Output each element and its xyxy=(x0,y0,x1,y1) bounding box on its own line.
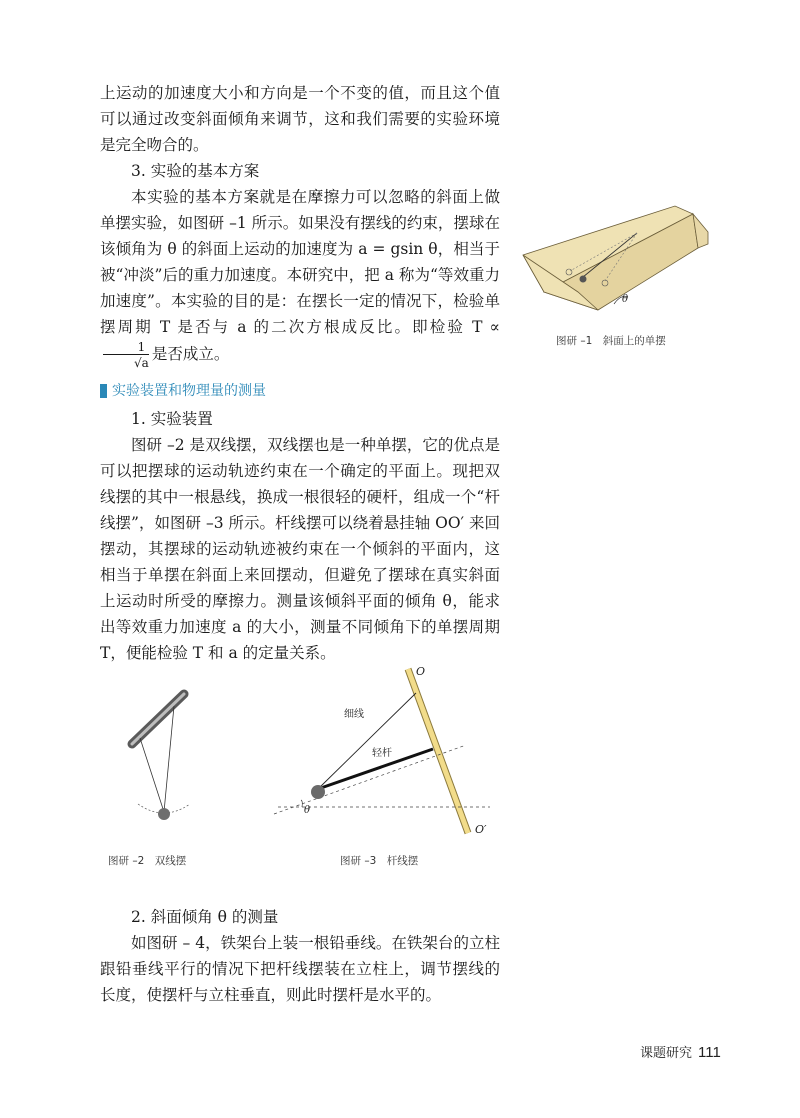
label-O-prime: O′ xyxy=(475,823,487,836)
paragraph-scheme-text: 本实验的基本方案就是在摩擦力可以忽略的斜面上做单摆实验，如图研 –1 所示。如果没有摆线的约束，摆球在该倾角为 θ 的斜面上运动的加速度为 a = gsin θ，相当于被“冲淡”后的重力加速度。本研究中，把 a 称为“等效重力加速度”。本实验的目的是：在摆长一定的情况下，检验单摆周期 T 是否与 a 的二次方根成反比。即检验 T ∝ xyxy=(100,188,500,336)
fine-string xyxy=(318,693,416,789)
label-fine-string: 细线 xyxy=(344,709,364,720)
paragraph-scheme xyxy=(100,184,500,370)
label-O: O xyxy=(416,665,426,678)
figure-bifilar-pendulum xyxy=(118,680,228,830)
string-left xyxy=(140,738,164,812)
angle-theta-label: θ xyxy=(622,294,629,305)
footer-label: 课题研究 xyxy=(640,1046,693,1061)
fraction-numerator: 1 xyxy=(103,340,149,355)
pendulum-ball xyxy=(311,785,325,799)
heading-basic-scheme: 3. 实验的基本方案 xyxy=(131,162,260,180)
paragraph-angle-measure: 如图研 – 4，铁架台上装一根铅垂线。在铁架台的立柱跟铅垂线平行的情况下把杆线摆装在立柱上，调节摆线的长度，使摆杆与立柱垂直，则此时摆杆是水平的。 xyxy=(100,934,500,1004)
main-text-column xyxy=(100,80,500,666)
figure-rod-string-pendulum xyxy=(268,655,500,845)
figure-inclined-plane xyxy=(518,200,728,320)
figure1-caption: 图研 –1 斜面上的单摆 xyxy=(556,335,666,347)
page-footer xyxy=(640,1042,721,1061)
label-light-rod: 轻杆 xyxy=(372,748,392,759)
paragraph-intro: 上运动的加速度大小和方向是一个不变的值，而且这个值可以通过改变斜面倾角来调节，这和我们需要的实验环境是完全吻合的。 xyxy=(100,84,500,154)
paragraph-scheme-tail: 是否成立。 xyxy=(151,345,230,363)
angle-theta-label: θ xyxy=(304,805,311,816)
figure3-caption: 图研 –3 杆线摆 xyxy=(340,855,419,867)
heading-apparatus: 1. 实验装置 xyxy=(131,410,213,428)
paragraph-apparatus: 图研 –2 是双线摆，双线摆也是一种单摆，它的优点是可以把摆球的运动轨迹约束在一个确定的平面上。现把双线摆的其中一根悬线，换成一根很轻的硬杆，组成一个“杆线摆”，如图研 –3 所示。杆线摆可以绕着悬挂轴 OO′ 来回摆动，其摆球的运动轨迹被约束在一个倾斜的平面内，这相当于单摆在斜面上来回摆动，但避免了摆球在真实斜面上运动时所受的摩擦力。测量该倾斜平面的倾角 θ，能求出等效重力加速度 a 的大小，测量不同倾角下的单摆周期 T，便能检验 T 和 a 的定量关系。 xyxy=(100,436,500,662)
section-angle-measure xyxy=(100,904,500,1008)
string-right xyxy=(164,706,174,812)
angle-arc xyxy=(301,800,302,807)
section-bar-icon xyxy=(100,384,107,398)
support-rod-highlight xyxy=(132,694,184,744)
section-title-text: 实验装置和物理量的测量 xyxy=(112,383,266,399)
fraction-denominator: √a xyxy=(134,356,149,370)
pendulum-ball xyxy=(158,808,170,820)
section-title xyxy=(100,378,500,404)
pendulum-bob xyxy=(580,276,587,283)
fraction xyxy=(103,340,149,370)
suspension-axis xyxy=(408,669,468,833)
page-number: 111 xyxy=(698,1044,721,1061)
heading-angle-measure: 2. 斜面倾角 θ 的测量 xyxy=(131,908,279,926)
figure2-caption: 图研 –2 双线摆 xyxy=(108,855,187,867)
